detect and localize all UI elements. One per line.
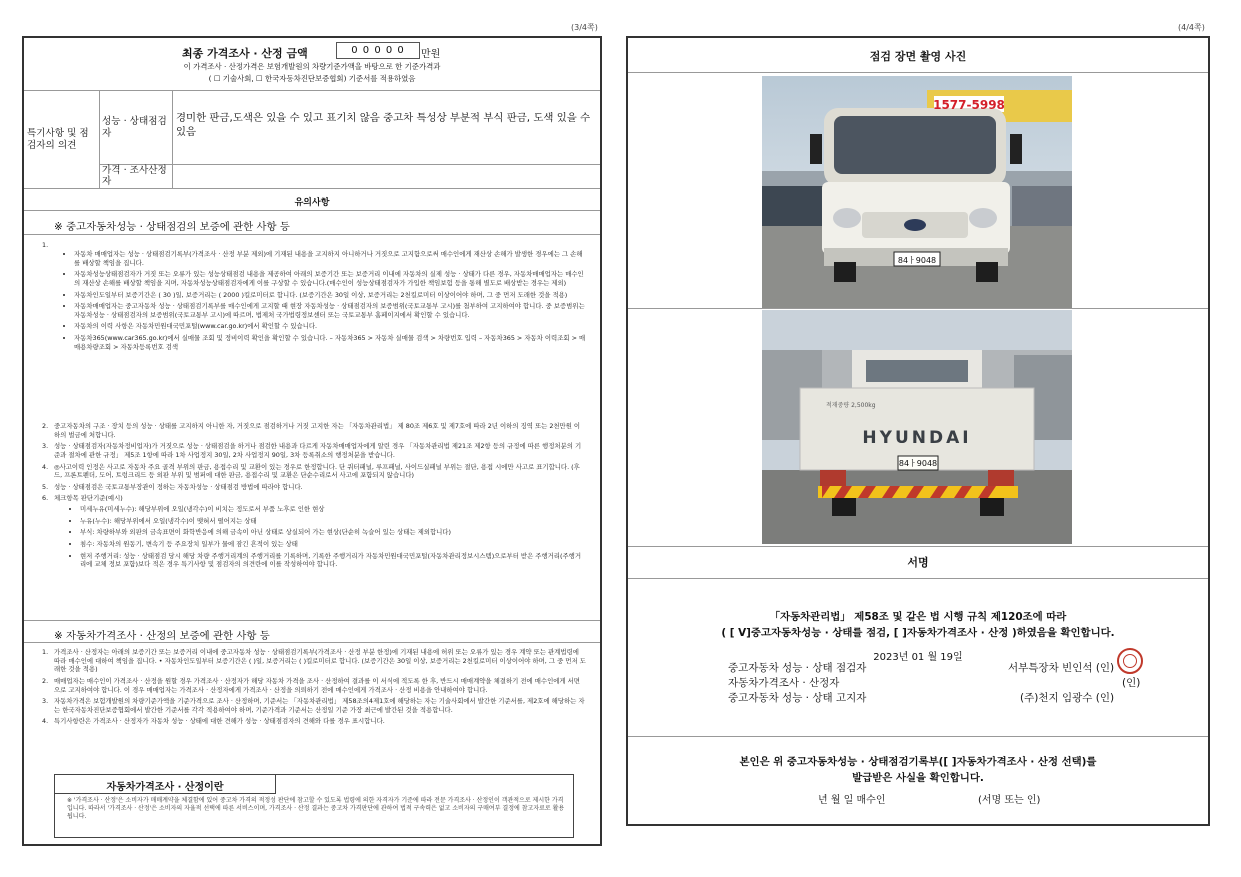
section1-bullets [62, 250, 586, 354]
buyer-signature-field: (서명 또는 인) [978, 795, 1041, 806]
list-item: • 침수: 자동차의 원동기, 변속기 등 주요장치 일부가 물에 잠긴 흔적이 있는 상태 [80, 540, 586, 549]
list-item [42, 422, 586, 439]
rear-plate-text: 84ㅏ9048 [898, 459, 938, 468]
price-basis-line2: ( ☐ 기술사회, ☐ 한국자동차진단보증협회) 기준서를 적용하였음 [208, 74, 416, 83]
item-text: 중고자동차의 구조 · 장치 등의 성능 · 상태를 고지하지 아니한 자, 거짓으로 점검하거나 거짓 고지한 자는 「자동차관리법」 제 80조 제6호 및 제7호에 따라 2년 이하의 징역 또는 2천만원 이하의 벌금에 처합니다. [54, 422, 581, 439]
item-number: 5. [42, 482, 49, 491]
item-text: 성능 · 상태점검은 국토교통부장관이 정하는 자동차성능 · 상태점검 방법에 따라야 합니다. [54, 482, 303, 491]
performance-inspector-opinion: 경미한 판금,도색은 있을 수 있고 표기치 않음 중고차 특성상 부분적 부식 판금, 도색 있을 수 있음 [176, 112, 591, 138]
law-statement-line1: 「자동차관리법」 제58조 및 같은 법 시행 규칙 제120조에 따라 [769, 611, 1067, 623]
definition-box-title: 자동차가격조사 · 산정이란 [106, 782, 224, 793]
tailgate-load-label: 적재중량 2,500kg [826, 402, 876, 409]
list-item: • 미세누유(미세누수): 해당부위에 오일(냉각수)이 비치는 정도로서 부품 노후로 인한 현상 [80, 505, 586, 514]
item-number: 3. [42, 697, 49, 706]
item-text: 가격조사 · 산정자는 아래의 보증기간 또는 보증거리 이내에 중고자동차 성능 · 상태점검기록부(가격조사 · 산정 부분 한정)에 기재된 내용에 허위 또는 오류가 있는 경우 계약 또는 관계법령에 따라 매수인에 대하여 책임을 집니다. • 자동차인도일부터 보증기간은 ( )일, 보증거리는 ( )킬로미터로 합니다. (보증기간은 30일 이상, 보증거리는 2천킬로미터 이상이어야 하며, 그 중 먼저 도래한 것을 적용) [54, 648, 586, 674]
amount-box: 0 0 0 0 0 [336, 42, 420, 59]
section2-numbered [42, 648, 586, 726]
signer-label-inspector: 중고자동차 성능 · 상태 점검자 [728, 662, 867, 674]
page-number-right: (4/4쪽) [1178, 23, 1205, 32]
front-plate-text: 84ㅏ9048 [897, 256, 937, 265]
list-item: • 자동차 매매업자는 성능 · 상태점검기록부(가격조사 · 산정 부분 제외)에 기재된 내용을 고지하지 아니하거나 거짓으로 고지함으로써 매수인에게 재산상 손해가 발생한 경우에는 그 손해를 배상할 책임을 집니다. [74, 250, 586, 267]
list-item: • 자동차365(www.car365.go.kr)에서 실매물 조회 및 정비이력 확인을 확인할 수 있습니다. – 자동차365 > 자동차 실매물 검색 > 차량번호 입력 – 자동차365 > 자동차 이력조회 > 매매용차량조회 > 자동차등록번호 검색 [74, 334, 586, 351]
buyer-confirm-line1: 본인은 위 중고자동차성능 · 상태점검기록부([ ]자동차가격조사 · 산정 선택)를 [739, 756, 1097, 768]
section1-item1-number: 1. [42, 241, 49, 249]
list-item: • 자동차성능상태점검자가 거짓 또는 오류가 있는 성능상태점검 내용을 제공하여 아래의 보증기간 또는 보증거리 이내에 자동차의 실제 성능 · 상태가 다른 경우, 자동차매매업자는 매수인의 재산상 손해를 배상할 책임을 지며, 자동차성능상태점검자에게 이를 구상할 수 있습니다.(매수인이 성능상태점검자가 가입한 책임보험 등을 통해 별도로 배상받는 경우는 제외) [74, 270, 586, 287]
list-item: • 부식: 차량하부와 외판의 금속표면이 화학반응에 의해 금속이 아닌 상태로 상실되어 가는 현상(단순히 녹슬어 있는 상태는 제외합니다) [80, 528, 586, 537]
opinion-label: 특기사항 및 점검자의 의견 [27, 128, 89, 151]
inspector-seal-stamp [1117, 648, 1143, 674]
list-item: • 자동차의 이력 사항은 자동차민원대국민포털(www.car.go.kr)에서 확인할 수 있습니다. [74, 322, 586, 331]
list-item: • 자동차인도일부터 보증기간은 ( 30 )일, 보증거리는 ( 2000 )킬로미터로 합니다. (보증기간은 30일 이상, 보증거리는 2천킬로미터 이상이어야 하며, 그 중 먼저 도래한 것을 적용) [74, 291, 586, 300]
section2-title: ※ 자동차가격조사 · 산정의 보증에 관한 사항 등 [54, 630, 270, 642]
definition-box-text: ※ '가격조사 · 산정'은 소비자가 매매계약을 체결함에 있어 중고차 가격의 적정성 판단에 참고할 수 있도록 법령에 의한 자격자가 기준에 따라 전문 가격조사 · 산정인이 객관적으로 제시한 가격입니다. 따라서 '가격조사 · 산정'은 소비자의 자율적 선택에 따른 서비스이며, 가격조사 · 산정 결과는 중고차 가격판단에 관하여 법적 구속력은 없고 소비자의 구매여부 결정에 참고자료로 활용됩니다. [67, 797, 565, 820]
item-text: 자동차가격은 보험개발원의 차량기준가액을 기준가격으로 조사 · 산정하며, 기준서는 「자동차관리법」 제58조의4제1호에 해당하는 자는 기술사회에서 발간한 기준서를, 제2호에 해당하는 자는 한국자동차진단보증협회에서 발간한 기준서를 각각 적용하여야 하며, 기준가격과 기준서는 산정일 기준 가장 최근에 발간된 것을 적용합니다. [54, 697, 585, 714]
item-text: 매매업자는 매수인이 가격조사 · 산정을 원할 경우 가격조사 · 산정자가 해당 자동차 가격을 조사 · 산정하여 결과를 이 서식에 적도록 한 후, 반드시 매매계약을 체결하기 전에 매수인에게 서면으로 고지하여야 합니다. 이 경우 매매업자는 가격조사 · 산정자에게 가격조사 · 산정을 의뢰하기 전에 매수인에게 가격조사 · 산정 비용을 안내하여야 합니다. [54, 676, 580, 694]
notes-heading: 유의사항 [294, 198, 330, 208]
list-item [42, 463, 586, 480]
page-number-left: (3/4쪽) [571, 23, 598, 32]
list-item [42, 697, 586, 714]
left-page [22, 36, 602, 846]
item-number: 2. [42, 676, 49, 685]
item-text: 성능 · 상태점검자(자동차정비업자)가 거짓으로 성능 · 상태점검을 하거나 점검한 내용과 다르게 자동차매매업자에게 알린 경우 「자동차관리법 제21조 제2항 등의 규정에 따른 행정처분의 기준과 절차에 관한 규정」 제5조 1항에 따라 1차 사업정지 30일, 2차 사업정지 90일, 3차 등록취소의 행정처분을 받습니다. [54, 442, 582, 459]
list-item: • 자동차매매업자는 중고자동차 성능 · 상태점검기록부를 매수인에게 고지할 때 현장 자동차성능 · 상태점검자의 보증범위(국토교통부 고시)를 첨부하여 고지하여야 합니다. 중 보증범위는 자동차성능 · 상태점검자의 보증범위(국토교통부 고시)에 따르며, 법제처 국가법령정보센터 또는 국토교통부 홈페이지에서 확인할 수 있습니다. [74, 302, 586, 319]
list-item [42, 677, 586, 694]
signature-section-title: 서명 [907, 556, 929, 569]
list-item [42, 483, 586, 492]
right-page [626, 36, 1210, 826]
item-number: 1. [42, 648, 49, 656]
item-text: 특기사항란은 가격조사 · 산정자가 자동차 성능 · 상태에 대한 견해가 성능 · 상태점검자의 견해와 다를 경우 표시합니다. [54, 717, 385, 726]
list-item [42, 648, 586, 674]
list-item: • 누유(누수): 해당부위에서 오일(냉각수)이 맺혀서 떨어지는 상태 [80, 517, 586, 526]
performance-inspector-label: 성능 · 상태점검자 [102, 116, 167, 139]
section1-title: ※ 중고자동차성능 · 상태점검의 보증에 관한 사항 등 [54, 221, 290, 233]
list-item: • 현저 주행거리: 성능 · 상태점검 당시 해당 차량 주행거리계의 주행거리를 기록하며, 기록한 주행거리가 자동차민원대국민포털(자동차관리정보시스템)으로부터 받은 주행거리(주행거리에 교체 정보 포함)보다 적은 경우 특기사항 및 점검자의 의견란에 이를 작성하여야 합니다. [80, 552, 586, 569]
list-item [42, 442, 586, 459]
criteria-list [68, 505, 586, 569]
item-text: ◎사고이력 인정은 사고로 자동차 주요 골격 부위의 판금, 용접수리 및 교환이 있는 경우로 한정합니다. 단 쿼터패널, 루프패널, 사이드실패널 부위는 절단, 용접 시에만 사고로 표기합니다. (후드, 프론트펜더, 도어, 트렁크리드 등 외판 부위 및 범퍼에 대한 판금, 용접수리 및 교환은 단순수리로서 사고에 포함되지 않습니다) [54, 462, 580, 480]
item-number: 2. [42, 422, 49, 430]
item-number: 6. [42, 494, 49, 503]
photo-section-title: 점검 장면 촬영 사진 [869, 50, 967, 63]
buyer-date-line: 년 월 일 매수인 [818, 795, 886, 806]
list-item [42, 717, 586, 726]
price-basis-line1: 이 가격조사 · 산정가격은 보험개발원의 차량기준가액을 바탕으로 한 기준가격과 [183, 62, 441, 71]
signer-label-notifier: 중고자동차 성능 · 상태 고지자 [728, 692, 867, 704]
final-price-title: 최종 가격조사 · 산정 금액 [182, 47, 308, 60]
item-number: 4. [42, 462, 49, 471]
list-item [42, 494, 586, 503]
tailgate-brand: HYUNDAI [862, 428, 972, 448]
rear-inspection-photo [762, 310, 1072, 544]
opinion-table [24, 90, 600, 188]
signer-name-notifier: (주)천지 임광수 (인) [1020, 692, 1115, 704]
definition-box [54, 774, 574, 838]
front-inspection-photo [762, 76, 1072, 308]
signer-label-assessor: 자동차가격조사 · 산정자 [728, 677, 840, 689]
inspection-date: 2023년 01 월 19일 [873, 652, 963, 663]
item-text: 체크항목 판단기준(예시) [54, 494, 123, 503]
billboard-phone-text: 1577-5998 [933, 98, 1005, 112]
law-statement-line2: ( [ V]중고자동차성능 · 상태를 점검, [ ]자동차가격조사 · 산정 )하였음을 확인합니다. [721, 627, 1115, 639]
price-assessor-label: 가격 · 조사산정자 [102, 165, 167, 187]
item-number: 3. [42, 442, 49, 451]
signer-name-inspector: 서부특장차 빈인석 (인) [1008, 662, 1115, 674]
final-price-section [24, 38, 600, 90]
signer-name-assessor: (인) [1122, 677, 1141, 689]
amount-unit: 만원 [421, 49, 441, 60]
buyer-confirm-line2: 발급받은 사실을 확인합니다. [852, 772, 984, 784]
section1-numbered [42, 422, 586, 572]
item-number: 4. [42, 717, 49, 726]
